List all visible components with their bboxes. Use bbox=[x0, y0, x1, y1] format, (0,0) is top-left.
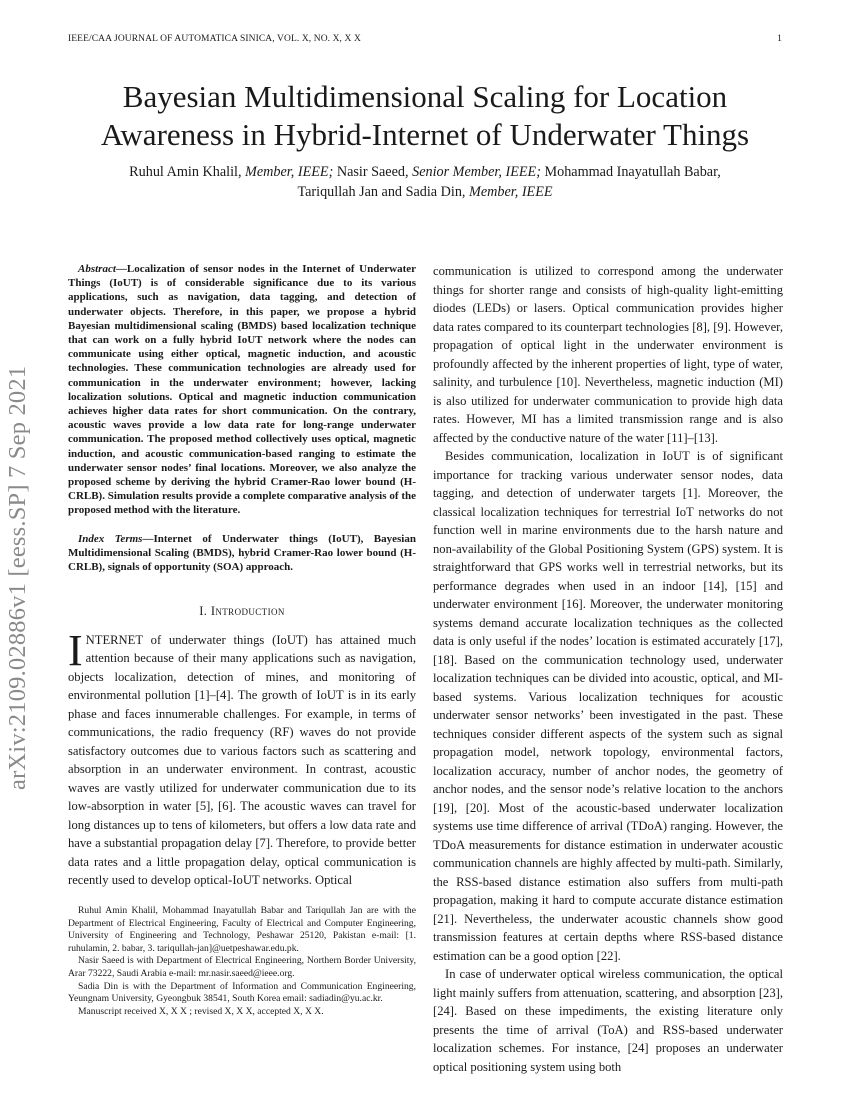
body-paragraph: In case of underwater optical wireless communication, the optical light mainly suffers from attenuation, scattering, and absorption [23], [24]. Based on these impediments, the existing literature only presents the time of arrival (ToA) and RSS-based underwater localization schemes. For instance, [24] proposes an underwater optical positioning system using both bbox=[433, 967, 783, 1074]
page-number: 1 bbox=[777, 34, 782, 44]
abstract-text: —Localization of sensor nodes in the Internet of Underwater Things (IoUT) is of considerable significance due to its various applications, such as navigation, data tagging, and detection of underwater objects. Therefore, in this paper, we propose a hybrid Bayesian multidimensional scaling (BMDS) based localization technique that can work on a fully hybrid IoUT network where the nodes can communicate using either optical, magnetic induction, and acoustic technologies. These communication technologies are already used for communication in the underwater environment; however, lacking localization solutions. Optical and magnetic induction communication achieves higher data rates for short communication. On the contrary, acoustic waves provide a low data rate for long-range underwater communication. The proposed method collectively uses optical, magnetic induction, and acoustic communication-based ranging to estimate the underwater sensor nodes’ final locations. Moreover, we also analyze the proposed scheme by deriving the hybrid Cramer-Rao lower bound (H-CRLB). Simulation results provide a complete comparative analysis of the proposed method with the literature. bbox=[68, 263, 416, 517]
abstract bbox=[68, 262, 416, 518]
title-line-2: Awareness in Hybrid-Internet of Underwater Things bbox=[100, 117, 750, 152]
journal-name: IEEE/CAA JOURNAL OF AUTOMATICA SINICA, VOL. X, NO. X, X X bbox=[68, 34, 361, 44]
intro-text: NTERNET of underwater things (IoUT) has attained much attention because of their many applications such as navigation, objects localization, detection of mines, and monitoring of environmental pollution [1]–[4]. The growth of IoUT is in its early phase and faces innumerable challenges. For example, in terms of communications, the radio frequency (RF) waves do not provide satisfactory outcomes due to various factors such as scattering and absorption in an underwater environment. In contrast, acoustic waves are vastly utilized for underwater communication due to its low-absorption in water [5], [6]. The acoustic waves can travel for long distances up to tens of kilometers, but offers a low data rate and have a substantial propagation delay [7]. Therefore, to provide better data rates and a little propagation delay, optical communication is recently used to develop optical-IoUT networks. Optical bbox=[68, 632, 416, 888]
footnote: Manuscript received X, X X ; revised X, X X, accepted X, X X. bbox=[78, 1005, 324, 1017]
footnotes bbox=[68, 905, 416, 1018]
footnote: Nasir Saeed is with Department of Electrical Engineering, Northern Border University, Arar 73222, Saudi Arabia e-mail: mr.nasir.saeed@ieee.org. bbox=[68, 955, 416, 979]
left-column bbox=[68, 262, 416, 890]
author-line-2 bbox=[60, 182, 790, 202]
author-name: Tariqullah Jan and Sadia Din, bbox=[297, 184, 466, 200]
section-heading: I. Introduction bbox=[199, 604, 285, 619]
author-name: Nasir Saeed, bbox=[336, 164, 409, 180]
author-name: Ruhul Amin Khalil, bbox=[129, 164, 242, 180]
index-terms-label: Index Terms bbox=[78, 532, 143, 545]
body-paragraph: communication is utilized to correspond among the underwater things for shorter range and consists of high-quality light-emitting diodes (LEDs) or lasers. Optical communication provides higher data rates compared to its counterpart technologies [8], [9]. However, propagation of optical light in the underwater environment is profoundly affected by the inherent properties of light, type of water, salinity, and turbulence [10]. Nevertheless, magnetic induction (MI) is also utilized for underwater communication to provide high data rates. However, MI has a limited transmission range and is also affected by the conductive nature of the water [11]–[13]. bbox=[433, 264, 783, 445]
body-paragraph: Besides communication, localization in IoUT is of significant importance for tracking various underwater sensor nodes, data tagging, and detection of underwater targets [1]. Moreover, the classical localization techniques for terrestrial IoT networks do not function well in marine environments due to the harsh nature and non-availability of the Global Positioning System (GPS) system. It is straightforward that GPS works well in terrestrial networks, but its performance degrades when used in an indoor [14], [15] and underwater environment [16]. Moreover, the underwater monitoring systems demand accurate localization techniques as the collected data is only useful if the nodes’ location is estimated accurately [17], [18]. Based on the communication technology used, underwater localization techniques can be divided into acoustic, optical, and MI-based systems. Various localization techniques for acoustic underwater sensor networks’ been investigated in the past. These techniques consider different aspects of the system such as signal propagation model, network topology, environmental factors, localization accuracy, number of anchor nodes, the geometry of anchor nodes, and the sensor node’s relative location to the anchors [19], [20]. Most of the acoustic-based underwater localization systems use time difference of arrival (TDoA) ranging. However, the TDoA measurements for distance estimation in underwater acoustic communication channels are highly affected by multi-path. Similarly, the RSS-based distance estimation also suffers from multi-path propagation, making it hard to compute accurate distance estimation [21]. Nevertheless, the underwater acoustic channels show good transmission features at certain depths where RSS-based distance estimation can be a good option [22]. bbox=[433, 449, 783, 963]
author-role: Member, IEEE bbox=[469, 184, 553, 200]
footnote: Ruhul Amin Khalil, Mohammad Inayatullah Babar and Tariqullah Jan are with the Department of Electrical Engineering, Faculty of Electrical and Computer Engineering, University of Engineering and Technology, Peshawar 25120, Pakistan e-mail: [1. ruhulamin, 2. babar, 3. tariqullah-jan]@uetpeshawar.edu.pk. bbox=[68, 905, 416, 954]
right-column bbox=[433, 262, 783, 1076]
arxiv-stamp[interactable]: arXiv:2109.02886v1 [eess.SP] 7 Sep 2021 bbox=[4, 365, 31, 790]
footnote: Sadia Din is with the Department of Information and Communication Engineering, Yeungnam University, Gyeongbuk 38541, South Korea email: sadiadin@yu.ac.kr. bbox=[68, 980, 416, 1005]
author-line-1 bbox=[60, 162, 790, 182]
drop-cap: I bbox=[68, 625, 83, 675]
intro-paragraph bbox=[68, 625, 416, 890]
index-terms bbox=[68, 532, 416, 575]
author-name: Mohammad Inayatullah Babar, bbox=[544, 164, 721, 180]
abstract-label: Abstract bbox=[78, 263, 116, 275]
author-role: Senior Member, IEEE; bbox=[412, 164, 541, 180]
title-line-1: Bayesian Multidimensional Scaling for Location bbox=[122, 79, 728, 114]
author-list bbox=[60, 162, 790, 202]
index-terms-text: —Internet of Underwater things (IoUT), Bayesian Multidimensional Scaling (BMDS), hybrid Cramer-Rao lower bound (H-CRLB), signals of opportunity (SOA) approach. bbox=[68, 532, 416, 574]
paper-title bbox=[40, 78, 810, 154]
author-role: Member, IEEE; bbox=[245, 164, 334, 180]
